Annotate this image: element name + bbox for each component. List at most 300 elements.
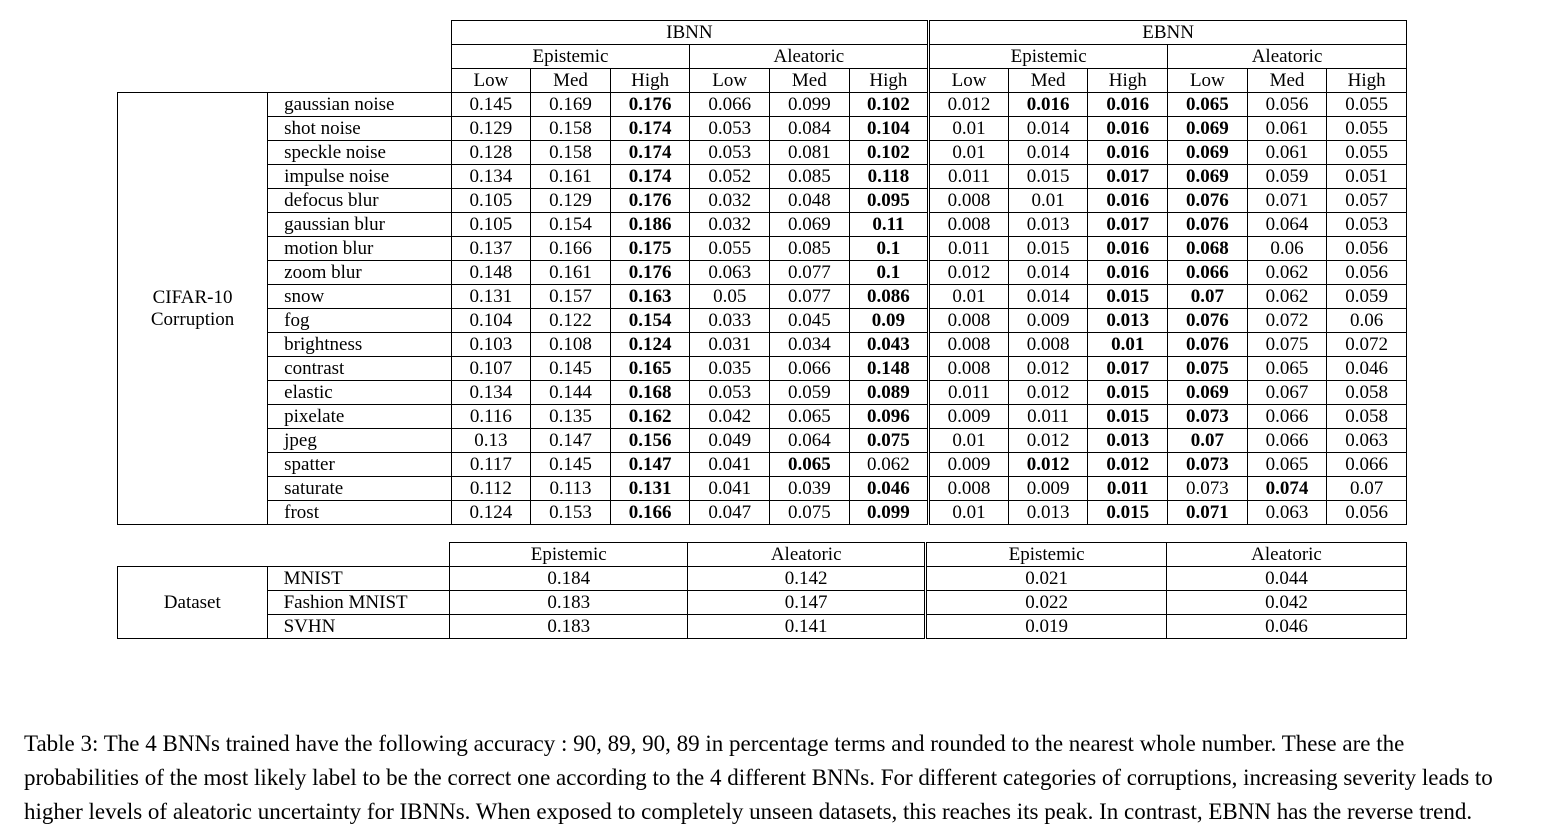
value-cell: 0.043: [849, 333, 929, 357]
value-cell: 0.076: [1168, 213, 1248, 237]
value-cell: 0.154: [531, 213, 611, 237]
value-cell: 0.108: [531, 333, 611, 357]
value-cell: 0.103: [451, 333, 531, 357]
group-label-dataset: Dataset: [118, 567, 268, 639]
value-cell: 0.012: [1088, 453, 1168, 477]
value-cell: 0.031: [690, 333, 770, 357]
value-cell: 0.077: [770, 285, 850, 309]
value-cell: 0.011: [929, 237, 1009, 261]
value-cell: 0.158: [531, 141, 611, 165]
value-cell: 0.06: [1327, 309, 1407, 333]
value-cell: 0.066: [1247, 429, 1327, 453]
value-cell: 0.016: [1088, 141, 1168, 165]
value-cell: 0.01: [929, 141, 1009, 165]
value-cell: 0.117: [451, 453, 531, 477]
value-cell: 0.008: [929, 189, 1009, 213]
value-cell: 0.154: [610, 309, 690, 333]
value-cell: 0.015: [1008, 237, 1088, 261]
value-cell: 0.014: [1008, 261, 1088, 285]
value-cell: 0.147: [610, 453, 690, 477]
severity-header: Med: [1247, 69, 1327, 93]
value-cell: 0.072: [1247, 309, 1327, 333]
value-cell: 0.104: [451, 309, 531, 333]
value-cell: 0.065: [770, 453, 850, 477]
row-label: spatter: [268, 453, 451, 477]
value-cell: 0.075: [770, 501, 850, 525]
value-cell: 0.073: [1168, 453, 1248, 477]
value-cell: 0.062: [1247, 261, 1327, 285]
value-cell: 0.135: [531, 405, 611, 429]
dataset-header: Aleatoric: [1167, 543, 1407, 567]
value-cell: 0.105: [451, 213, 531, 237]
value-cell: 0.011: [929, 165, 1009, 189]
value-cell: 0.07: [1168, 429, 1248, 453]
value-cell: 0.066: [690, 93, 770, 117]
value-cell: 0.015: [1088, 381, 1168, 405]
row-label: elastic: [268, 381, 451, 405]
value-cell: 0.104: [849, 117, 929, 141]
table-row: [118, 501, 1407, 525]
value-cell: 0.124: [451, 501, 531, 525]
row-label: fog: [268, 309, 451, 333]
dataset-header: Epistemic: [450, 543, 688, 567]
value-cell: 0.044: [1167, 567, 1407, 591]
value-cell: 0.131: [610, 477, 690, 501]
value-cell: 0.016: [1088, 261, 1168, 285]
group-label-cifar10-corruption: [118, 93, 268, 525]
value-cell: 0.174: [610, 117, 690, 141]
dataset-rows: [118, 567, 1407, 639]
value-cell: 0.048: [770, 189, 850, 213]
table-row: [118, 141, 1407, 165]
value-cell: 0.016: [1008, 93, 1088, 117]
row-label: contrast: [268, 357, 451, 381]
row-label: shot noise: [268, 117, 451, 141]
value-cell: 0.09: [849, 309, 929, 333]
value-cell: 0.012: [1008, 357, 1088, 381]
value-cell: 0.055: [1327, 93, 1407, 117]
value-cell: 0.085: [770, 237, 850, 261]
value-cell: 0.176: [610, 189, 690, 213]
value-cell: 0.063: [1247, 501, 1327, 525]
value-cell: 0.065: [1168, 93, 1248, 117]
value-cell: 0.142: [688, 567, 926, 591]
value-cell: 0.016: [1088, 93, 1168, 117]
severity-header: Low: [929, 69, 1009, 93]
row-label: speckle noise: [268, 141, 451, 165]
table-row: [118, 591, 1407, 615]
table-caption: [24, 727, 1524, 829]
value-cell: 0.039: [770, 477, 850, 501]
uncertainty-header-row: [118, 45, 1407, 69]
value-cell: 0.075: [1168, 357, 1248, 381]
value-cell: 0.168: [610, 381, 690, 405]
value-cell: 0.157: [531, 285, 611, 309]
table-row: [118, 285, 1407, 309]
value-cell: 0.137: [451, 237, 531, 261]
value-cell: 0.068: [1168, 237, 1248, 261]
value-cell: 0.072: [1327, 333, 1407, 357]
value-cell: 0.124: [610, 333, 690, 357]
value-cell: 0.056: [1327, 501, 1407, 525]
dataset-header: Aleatoric: [688, 543, 926, 567]
value-cell: 0.056: [1327, 261, 1407, 285]
severity-header-row: [118, 69, 1407, 93]
severity-header: Low: [451, 69, 531, 93]
value-cell: 0.01: [929, 117, 1009, 141]
value-cell: 0.015: [1008, 165, 1088, 189]
value-cell: 0.013: [1008, 501, 1088, 525]
value-cell: 0.145: [531, 453, 611, 477]
value-cell: 0.13: [451, 429, 531, 453]
table-row: [118, 213, 1407, 237]
table-row: [118, 567, 1407, 591]
value-cell: 0.076: [1168, 309, 1248, 333]
value-cell: 0.051: [1327, 165, 1407, 189]
value-cell: 0.131: [451, 285, 531, 309]
severity-header: High: [1088, 69, 1168, 93]
value-cell: 0.166: [531, 237, 611, 261]
value-cell: 0.118: [849, 165, 929, 189]
value-cell: 0.021: [926, 567, 1167, 591]
table-row: [118, 429, 1407, 453]
table-row: [118, 309, 1407, 333]
value-cell: 0.084: [770, 117, 850, 141]
value-cell: 0.056: [1247, 93, 1327, 117]
value-cell: 0.183: [450, 591, 688, 615]
value-cell: 0.052: [690, 165, 770, 189]
value-cell: 0.089: [849, 381, 929, 405]
value-cell: 0.046: [1327, 357, 1407, 381]
row-label: saturate: [268, 477, 451, 501]
value-cell: 0.086: [849, 285, 929, 309]
value-cell: 0.122: [531, 309, 611, 333]
value-cell: 0.144: [531, 381, 611, 405]
value-cell: 0.049: [690, 429, 770, 453]
value-cell: 0.041: [690, 477, 770, 501]
value-cell: 0.055: [1327, 117, 1407, 141]
value-cell: 0.009: [1008, 477, 1088, 501]
value-cell: 0.128: [451, 141, 531, 165]
value-cell: 0.069: [770, 213, 850, 237]
value-cell: 0.047: [690, 501, 770, 525]
value-cell: 0.105: [451, 189, 531, 213]
value-cell: 0.064: [1247, 213, 1327, 237]
row-label: motion blur: [268, 237, 451, 261]
value-cell: 0.071: [1168, 501, 1248, 525]
table-row: [118, 477, 1407, 501]
dataset-header-row: [118, 543, 1407, 567]
value-cell: 0.062: [849, 453, 929, 477]
value-cell: 0.102: [849, 93, 929, 117]
table-row: [118, 93, 1407, 117]
value-cell: 0.022: [926, 591, 1167, 615]
value-cell: 0.016: [1088, 237, 1168, 261]
value-cell: 0.012: [929, 261, 1009, 285]
value-cell: 0.053: [690, 141, 770, 165]
value-cell: 0.153: [531, 501, 611, 525]
value-cell: 0.066: [770, 357, 850, 381]
value-cell: 0.145: [451, 93, 531, 117]
value-cell: 0.11: [849, 213, 929, 237]
value-cell: 0.069: [1168, 141, 1248, 165]
value-cell: 0.061: [1247, 141, 1327, 165]
value-cell: 0.008: [929, 309, 1009, 333]
value-cell: 0.077: [770, 261, 850, 285]
value-cell: 0.009: [1008, 309, 1088, 333]
value-cell: 0.014: [1008, 141, 1088, 165]
value-cell: 0.017: [1088, 357, 1168, 381]
value-cell: 0.053: [690, 381, 770, 405]
value-cell: 0.064: [770, 429, 850, 453]
severity-header: Med: [531, 69, 611, 93]
severity-header: Med: [770, 69, 850, 93]
value-cell: 0.035: [690, 357, 770, 381]
value-cell: 0.076: [1168, 333, 1248, 357]
value-cell: 0.081: [770, 141, 850, 165]
value-cell: 0.012: [1008, 453, 1088, 477]
value-cell: 0.057: [1327, 189, 1407, 213]
value-cell: 0.147: [531, 429, 611, 453]
uncertainty-header: Aleatoric: [690, 45, 929, 69]
uncertainty-header: Epistemic: [929, 45, 1168, 69]
value-cell: 0.046: [1167, 615, 1407, 639]
row-label: gaussian noise: [268, 93, 451, 117]
table-row: [118, 261, 1407, 285]
row-label: Fashion MNIST: [267, 591, 450, 615]
value-cell: 0.013: [1008, 213, 1088, 237]
value-cell: 0.015: [1088, 501, 1168, 525]
table-row: [118, 357, 1407, 381]
value-cell: 0.07: [1168, 285, 1248, 309]
value-cell: 0.008: [929, 357, 1009, 381]
value-cell: 0.07: [1327, 477, 1407, 501]
table-row: [118, 117, 1407, 141]
row-label: gaussian blur: [268, 213, 451, 237]
value-cell: 0.073: [1168, 405, 1248, 429]
results-table: [117, 20, 1407, 525]
value-cell: 0.009: [929, 453, 1009, 477]
severity-header: High: [610, 69, 690, 93]
value-cell: 0.042: [1167, 591, 1407, 615]
value-cell: 0.008: [1008, 333, 1088, 357]
table-row: [118, 453, 1407, 477]
value-cell: 0.063: [1327, 429, 1407, 453]
value-cell: 0.058: [1327, 381, 1407, 405]
value-cell: 0.071: [1247, 189, 1327, 213]
value-cell: 0.063: [690, 261, 770, 285]
value-cell: 0.05: [690, 285, 770, 309]
value-cell: 0.017: [1088, 165, 1168, 189]
value-cell: 0.059: [770, 381, 850, 405]
row-label: impulse noise: [268, 165, 451, 189]
value-cell: 0.066: [1327, 453, 1407, 477]
value-cell: 0.134: [451, 165, 531, 189]
value-cell: 0.116: [451, 405, 531, 429]
value-cell: 0.012: [1008, 429, 1088, 453]
corruption-rows: [118, 93, 1407, 525]
value-cell: 0.102: [849, 141, 929, 165]
value-cell: 0.095: [849, 189, 929, 213]
value-cell: 0.147: [688, 591, 926, 615]
dataset-table: [117, 542, 1407, 639]
table-row: [118, 615, 1407, 639]
row-label: defocus blur: [268, 189, 451, 213]
model-header-ebnn: EBNN: [929, 21, 1407, 45]
value-cell: 0.186: [610, 213, 690, 237]
value-cell: 0.055: [690, 237, 770, 261]
value-cell: 0.184: [450, 567, 688, 591]
value-cell: 0.066: [1247, 405, 1327, 429]
value-cell: 0.129: [451, 117, 531, 141]
value-cell: 0.129: [531, 189, 611, 213]
value-cell: 0.174: [610, 165, 690, 189]
value-cell: 0.113: [531, 477, 611, 501]
value-cell: 0.045: [770, 309, 850, 333]
value-cell: 0.013: [1088, 429, 1168, 453]
row-label: zoom blur: [268, 261, 451, 285]
value-cell: 0.008: [929, 477, 1009, 501]
value-cell: 0.065: [1247, 357, 1327, 381]
value-cell: 0.075: [1247, 333, 1327, 357]
value-cell: 0.008: [929, 333, 1009, 357]
value-cell: 0.017: [1088, 213, 1168, 237]
value-cell: 0.069: [1168, 381, 1248, 405]
severity-header: Low: [690, 69, 770, 93]
value-cell: 0.013: [1088, 309, 1168, 333]
model-header-ibnn: IBNN: [451, 21, 929, 45]
value-cell: 0.041: [690, 453, 770, 477]
value-cell: 0.015: [1088, 405, 1168, 429]
value-cell: 0.014: [1008, 117, 1088, 141]
value-cell: 0.067: [1247, 381, 1327, 405]
value-cell: 0.011: [1008, 405, 1088, 429]
uncertainty-header: Aleatoric: [1168, 45, 1407, 69]
value-cell: 0.073: [1168, 477, 1248, 501]
table-row: [118, 381, 1407, 405]
value-cell: 0.099: [849, 501, 929, 525]
value-cell: 0.074: [1247, 477, 1327, 501]
value-cell: 0.053: [1327, 213, 1407, 237]
value-cell: 0.015: [1088, 285, 1168, 309]
value-cell: 0.019: [926, 615, 1167, 639]
value-cell: 0.096: [849, 405, 929, 429]
value-cell: 0.175: [610, 237, 690, 261]
value-cell: 0.066: [1168, 261, 1248, 285]
value-cell: 0.056: [1327, 237, 1407, 261]
value-cell: 0.145: [531, 357, 611, 381]
row-label: jpeg: [268, 429, 451, 453]
caption-text: The 4 BNNs trained have the following accuracy : 90, 89, 90, 89 in percentage terms and rounded to the nearest whole number. These are the probabilities of the most likely label to be the correct one according to the 4 different BNNs. For different categories of corruptions, increasing severity leads to higher levels of aleatoric uncertainty for IBNNs. When exposed to completely unseen datasets, this reaches its peak. In contrast, EBNN has the reverse trend.: [24, 731, 1493, 824]
value-cell: 0.069: [1168, 117, 1248, 141]
value-cell: 0.034: [770, 333, 850, 357]
value-cell: 0.1: [849, 261, 929, 285]
value-cell: 0.174: [610, 141, 690, 165]
value-cell: 0.099: [770, 93, 850, 117]
value-cell: 0.059: [1247, 165, 1327, 189]
group-label-line: Corruption: [150, 308, 235, 330]
value-cell: 0.176: [610, 261, 690, 285]
value-cell: 0.016: [1088, 117, 1168, 141]
value-cell: 0.169: [531, 93, 611, 117]
table-row: [118, 165, 1407, 189]
value-cell: 0.165: [610, 357, 690, 381]
value-cell: 0.062: [1247, 285, 1327, 309]
value-cell: 0.161: [531, 165, 611, 189]
model-header-row: [118, 21, 1407, 45]
value-cell: 0.061: [1247, 117, 1327, 141]
value-cell: 0.01: [929, 429, 1009, 453]
value-cell: 0.01: [929, 501, 1009, 525]
value-cell: 0.069: [1168, 165, 1248, 189]
blank-corner: [118, 21, 452, 45]
value-cell: 0.107: [451, 357, 531, 381]
value-cell: 0.042: [690, 405, 770, 429]
value-cell: 0.011: [929, 381, 1009, 405]
value-cell: 0.009: [929, 405, 1009, 429]
severity-header: High: [1327, 69, 1407, 93]
value-cell: 0.1: [849, 237, 929, 261]
value-cell: 0.065: [770, 405, 850, 429]
value-cell: 0.162: [610, 405, 690, 429]
value-cell: 0.183: [450, 615, 688, 639]
row-label: SVHN: [267, 615, 450, 639]
value-cell: 0.01: [1008, 189, 1088, 213]
row-label: frost: [268, 501, 451, 525]
value-cell: 0.058: [1327, 405, 1407, 429]
caption-label: Table 3:: [24, 731, 99, 756]
value-cell: 0.158: [531, 117, 611, 141]
value-cell: 0.008: [929, 213, 1009, 237]
table-row: [118, 405, 1407, 429]
value-cell: 0.076: [1168, 189, 1248, 213]
value-cell: 0.166: [610, 501, 690, 525]
value-cell: 0.085: [770, 165, 850, 189]
value-cell: 0.161: [531, 261, 611, 285]
value-cell: 0.112: [451, 477, 531, 501]
value-cell: 0.055: [1327, 141, 1407, 165]
table-row: [118, 189, 1407, 213]
value-cell: 0.014: [1008, 285, 1088, 309]
severity-header: High: [849, 69, 929, 93]
value-cell: 0.059: [1327, 285, 1407, 309]
row-label: pixelate: [268, 405, 451, 429]
row-label: MNIST: [267, 567, 450, 591]
uncertainty-header: Epistemic: [451, 45, 690, 69]
table-row: [118, 333, 1407, 357]
group-label-line: CIFAR-10: [152, 286, 233, 308]
dataset-header: Epistemic: [926, 543, 1167, 567]
value-cell: 0.148: [451, 261, 531, 285]
value-cell: 0.141: [688, 615, 926, 639]
value-cell: 0.016: [1088, 189, 1168, 213]
value-cell: 0.06: [1247, 237, 1327, 261]
value-cell: 0.156: [610, 429, 690, 453]
value-cell: 0.065: [1247, 453, 1327, 477]
value-cell: 0.075: [849, 429, 929, 453]
row-label: snow: [268, 285, 451, 309]
value-cell: 0.046: [849, 477, 929, 501]
severity-header: Low: [1168, 69, 1248, 93]
table-row: [118, 237, 1407, 261]
value-cell: 0.01: [929, 285, 1009, 309]
value-cell: 0.163: [610, 285, 690, 309]
value-cell: 0.01: [1088, 333, 1168, 357]
value-cell: 0.032: [690, 189, 770, 213]
value-cell: 0.012: [929, 93, 1009, 117]
value-cell: 0.148: [849, 357, 929, 381]
row-label: brightness: [268, 333, 451, 357]
